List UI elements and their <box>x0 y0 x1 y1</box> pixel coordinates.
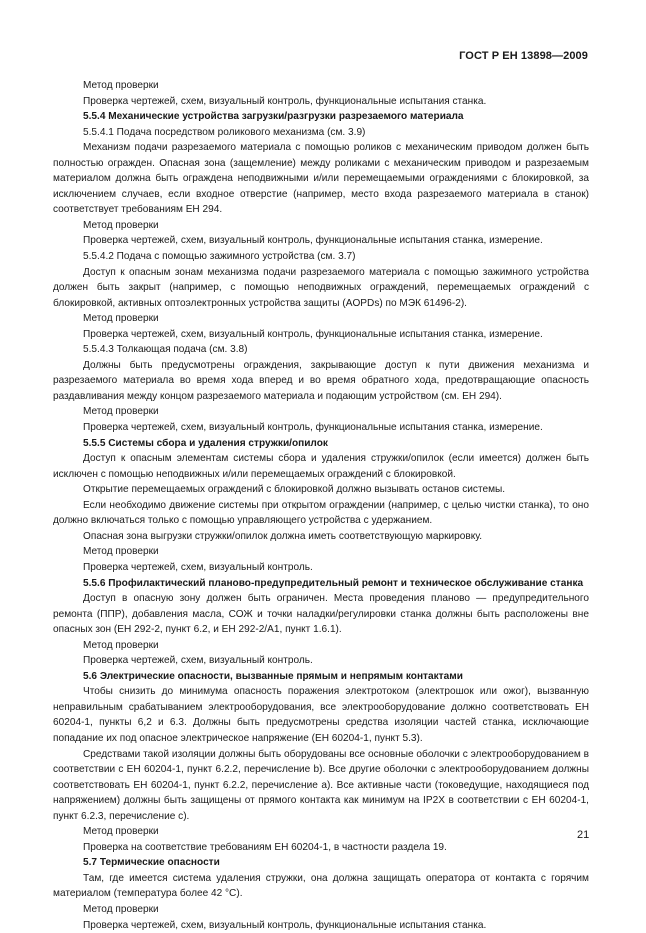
paragraph: Метод проверки <box>83 903 159 915</box>
paragraph: 5.5.4.2 Подача с помощью зажимного устройства (см. 3.7) <box>83 251 356 263</box>
section-heading: 5.5.5 Системы сбора и удаления стружки/опилок <box>83 437 328 449</box>
paragraph: Доступ к опасным элементам системы сбора и удаления стружки/опилок (если имеется) должен быть исключен с помощью неподвижных и/или перемещаемых ограждений с блокировкой. <box>53 453 589 480</box>
paragraph: Метод проверки <box>83 219 159 231</box>
paragraph: Если необходимо движение системы при открытом ограждении (например, с целью чистки станка), то оно должно включаться только с помощью управляющего устройства с удержанием. <box>53 499 589 527</box>
section-heading: 5.7 Термические опасности <box>83 857 220 869</box>
paragraph: Опасная зона выгрузки стружки/опилок должна иметь соответствующую маркировку. <box>83 530 483 542</box>
paragraph: Проверка чертежей, схем, визуальный контроль, функциональные испытания станка, измерение. <box>83 328 543 340</box>
paragraph: Чтобы снизить до минимума опасность поражения электротоком (электрошок или ожог), вызванную неправильным срабатыванием электрооборудования, все электрооборудование должно соответствовать ЕН 60204-1, пункты 6,2 и 6.3. Должны быть предусмотрены средства изоляции частей станка, исключающие попадание их под опасное электрическое напряжение (ЕН 60204-1, пункт 5.3). <box>53 686 589 744</box>
paragraph: Метод проверки <box>83 546 159 558</box>
section-heading: 5.5.6 Профилактический планово-предупредительный ремонт и техническое обслуживание станка <box>83 577 584 589</box>
section-heading: 5.5.4 Механические устройства загрузки/разгрузки разрезаемого материала <box>83 111 464 123</box>
paragraph: Должны быть предусмотрены ограждения, закрывающие доступ к пути движения механизма и разрезаемого материала во время хода вперед и во время обратного хода, предотвращающие опасность раздавливания между концом разрезаемого материала и подающим устройством (см. ЕН 294). <box>53 359 589 402</box>
paragraph: Открытие перемещаемых ограждений с блокировкой должно вызывать останов системы. <box>83 484 506 496</box>
paragraph: 5.5.4.1 Подача посредством роликового механизма (см. 3.9) <box>83 126 366 138</box>
section-heading: 5.6 Электрические опасности, вызванные прямым и непрямым контактами <box>83 670 463 682</box>
paragraph: Проверка чертежей, схем, визуальный контроль, функциональные испытания станка, измерение. <box>83 422 543 434</box>
page-number: 21 <box>577 829 590 841</box>
paragraph: Доступ в опасную зону должен быть ограничен. Места проведения планово — предупредительного ремонта (ППР), добавления масла, СОЖ и точки наладки/регулировки станка должны быть расположены вне опасных зон (ЕН 292-2, пункт 6.2, и ЕН 292-2/А1, пункт 1.6.1). <box>53 593 589 636</box>
paragraph: Там, где имеется система удаления стружки, она должна защищать оператора от контакта с горячим материалом (температура более 42 °С). <box>53 872 589 900</box>
document-body <box>53 78 589 933</box>
document-header-id: ГОСТ Р ЕН 13898—2009 <box>459 50 588 62</box>
paragraph: Проверка на соответствие требованиям ЕН 60204-1, в частности раздела 19. <box>83 841 447 853</box>
paragraph: Средствами такой изоляции должны быть оборудованы все основные оболочки с электрооборудованием в соответствии с ЕН 60204-1, пункт 6.2.2, перечисление b). Все другие оболочки с электрооборудованием должны соответствовать ЕН 60204-1, пункт 6.2.2, перечисление а). Все активные части (токоведущие, находящиеся под напряжением) должны быть защищены от прямого контакта как минимум на IP2X в соответствии с ЕН 60204-1, пункт 6.2.3, перечисление с). <box>53 748 589 822</box>
paragraph: Метод проверки <box>83 313 159 325</box>
paragraph: 5.5.4.3 Толкающая подача (см. 3.8) <box>83 344 248 356</box>
paragraph: Проверка чертежей, схем, визуальный контроль, функциональные испытания станка. <box>83 95 487 107</box>
paragraph: Метод проверки <box>83 639 159 651</box>
paragraph: Механизм подачи разрезаемого материала с помощью роликов с механическим приводом должен быть полностью огражден. Опасная зона (защемление) между роликами с механическим приводом и разрезаемым материалом должна быть ограждена неподвижными и/или перемещаемыми ограждениями с блокировкой, за исключением случаев, если входное отверстие (например, место входа разрезаемого материала в станок) соответствует требованиям ЕН 294. <box>53 142 589 216</box>
paragraph: Доступ к опасным зонам механизма подачи разрезаемого материала с помощью зажимного устройства должен быть закрыт (например, с помощью неподвижных ограждений, перемещаемых ограждений с блокировкой, активных оптоэлектронных устройства защиты (AOPDs) по МЭК 61496-2). <box>53 266 589 309</box>
paragraph: Проверка чертежей, схем, визуальный контроль, функциональные испытания станка, измерение. <box>83 235 543 247</box>
paragraph: Проверка чертежей, схем, визуальный контроль. <box>83 561 313 573</box>
paragraph: Метод проверки <box>83 406 159 418</box>
paragraph: Метод проверки <box>83 80 159 91</box>
paragraph: Проверка чертежей, схем, визуальный контроль, функциональные испытания станка. <box>83 919 487 931</box>
paragraph: Проверка чертежей, схем, визуальный контроль. <box>83 655 313 667</box>
paragraph: Метод проверки <box>83 826 159 838</box>
